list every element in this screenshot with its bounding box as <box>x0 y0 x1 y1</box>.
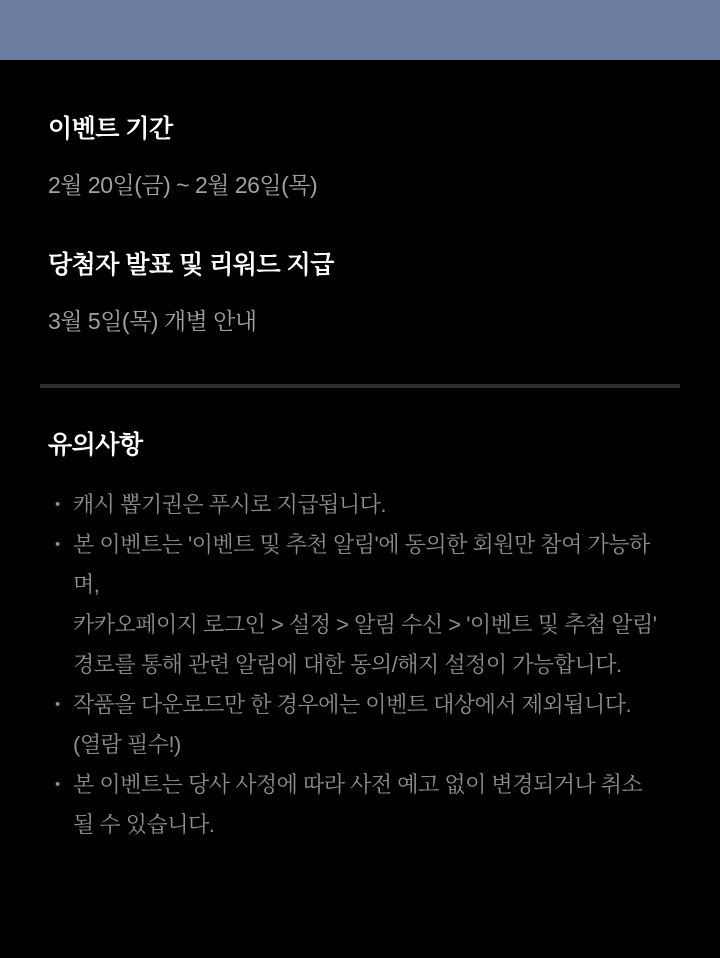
bullet-icon: • <box>55 536 60 554</box>
notice-item-text: 본 이벤트는 '이벤트 및 추천 알림'에 동의한 회원만 참여 가능하며, <box>73 532 650 598</box>
notice-item-text: 카카오페이지 로그인 > 설정 > 알림 수신 > '이벤트 및 추첨 알림' <box>73 612 657 638</box>
bullet-icon: • <box>55 776 60 794</box>
notice-item <box>48 685 672 765</box>
section-divider <box>40 384 680 388</box>
bullet-icon: • <box>55 696 60 714</box>
winner-announcement-value: 3월 5일(목) 개별 안내 <box>48 308 257 335</box>
notice-item-text: 작품을 다운로드만 한 경우에는 이벤트 대상에서 제외됩니다. <box>73 692 632 718</box>
winner-announcement-heading: 당첨자 발표 및 리워드 지급 <box>48 251 334 279</box>
notice-item <box>48 485 672 525</box>
notice-item <box>48 765 672 845</box>
notice-item-text: (열람 필수!) <box>73 732 181 758</box>
top-banner <box>0 0 720 60</box>
notice-item-text: 본 이벤트는 당사 사정에 따라 사전 예고 없이 변경되거나 취소 <box>73 772 643 798</box>
event-period-heading: 이벤트 기간 <box>48 115 173 143</box>
event-info-section <box>0 114 720 336</box>
notice-item <box>48 525 672 685</box>
notice-item-text: 될 수 있습니다. <box>73 812 215 838</box>
bullet-icon: • <box>55 496 60 514</box>
notice-section <box>0 430 720 845</box>
notice-item-text: 경로를 통해 관련 알림에 대한 동의/해지 설정이 가능합니다. <box>73 652 622 678</box>
notice-heading: 유의사항 <box>48 431 143 459</box>
event-period-value: 2월 20일(금) ~ 2월 26일(목) <box>48 172 318 199</box>
notice-list <box>48 485 672 845</box>
notice-item-text: 캐시 뽑기권은 푸시로 지급됩니다. <box>73 492 386 518</box>
